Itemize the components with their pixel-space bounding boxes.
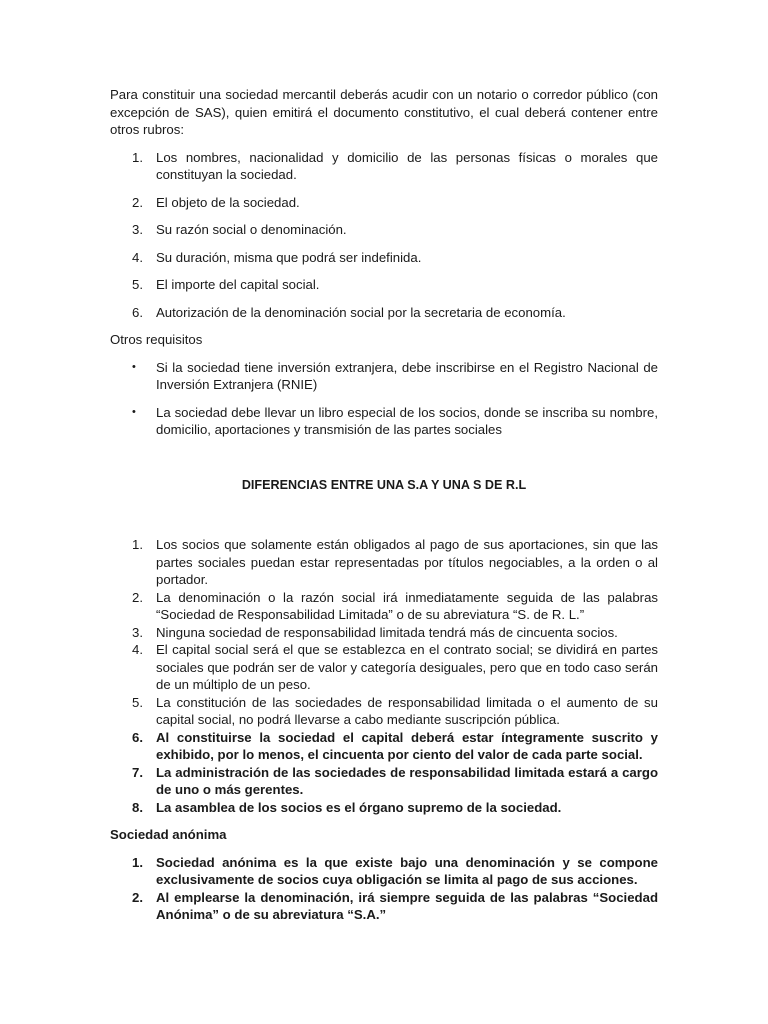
list-number: 5. (132, 277, 143, 292)
list-item-text: Al constituirse la sociedad el capital deberá estar íntegramente suscrito y exhibido, por lo menos, el cincuenta por ciento del valor de cada parte social. (156, 729, 658, 762)
list-number: 6. (132, 729, 143, 745)
list-item-text: La administración de las sociedades de responsabilidad limitada estará a cargo de uno o más gerentes. (156, 764, 658, 797)
diferencias-heading: DIFERENCIAS ENTRE UNA S.A Y UNA S DE R.L (241, 477, 527, 492)
list-number: 1. (132, 854, 143, 870)
document-page (110, 86, 658, 924)
list-item (110, 641, 658, 694)
list-number: 3. (132, 624, 143, 640)
list-item-text: La sociedad debe llevar un libro especial de los socios, donde se inscriba su nombre, domicilio, aportaciones y transmisión de las partes sociales (156, 404, 658, 437)
intro-paragraph: Para constituir una sociedad mercantil deberás acudir con un notario o corredor público (con excepción de SAS), quien emitirá el documento constitutivo, el cual deberá contener entre otros rubros: (110, 87, 658, 137)
list-item-text: El capital social será el que se establezca en el contrato social; se dividirá en partes sociales que podrán ser de valor y categoría desiguales, pero que en todo caso serán de un múltiplo de un peso. (156, 642, 658, 692)
list-number: 7. (132, 764, 143, 780)
otros-requisitos-heading: Otros requisitos (110, 332, 203, 347)
bullet-icon: • (132, 405, 136, 418)
srl-list (110, 536, 658, 816)
list-item (110, 276, 658, 294)
list-item-text: Los socios que solamente están obligados al pago de sus aportaciones, sin que las partes sociales puedan estar representadas por títulos negociables, a la orden o al portador. (156, 537, 658, 587)
list-item (110, 536, 658, 589)
sa-list (110, 854, 658, 924)
list-item-text: El importe del capital social. (156, 277, 320, 292)
list-number: 3. (132, 222, 143, 237)
sociedad-anonima-heading: Sociedad anónima (110, 827, 227, 842)
list-number: 2. (132, 194, 143, 210)
list-number: 2. (132, 889, 143, 905)
list-item-text: Los nombres, nacionalidad y domicilio de las personas físicas o morales que constituyan la sociedad. (156, 149, 658, 182)
list-item (110, 799, 658, 817)
rubros-list (110, 149, 658, 322)
list-item (110, 194, 658, 212)
list-item (110, 624, 658, 642)
list-item-text: Su duración, misma que podrá ser indefinida. (156, 249, 422, 265)
list-item (110, 221, 658, 239)
list-number: 8. (132, 799, 143, 815)
list-item (110, 589, 658, 624)
list-item-text: Su razón social o denominación. (156, 222, 347, 237)
list-item-text: La asamblea de los socios es el órgano supremo de la sociedad. (156, 799, 562, 815)
bullet-icon: • (132, 360, 136, 373)
list-item (110, 359, 658, 394)
list-item (110, 694, 658, 729)
list-item (110, 304, 658, 322)
list-item-text: La constitución de las sociedades de responsabilidad limitada o el aumento de su capital social, no podrá llevarse a cabo mediante suscripción pública. (156, 694, 658, 727)
list-item-text: Autorización de la denominación social por la secretaria de economía. (156, 304, 566, 320)
list-item (110, 249, 658, 267)
list-item (110, 729, 658, 764)
list-number: 4. (132, 642, 143, 657)
list-item-text: La denominación o la razón social irá inmediatamente seguida de las palabras “Sociedad de Responsabilidad Limitada” o de su abreviatura “S. de R. L.” (156, 589, 658, 622)
list-number: 1. (132, 149, 143, 165)
list-item (110, 764, 658, 799)
list-number: 4. (132, 249, 143, 265)
list-item (110, 889, 658, 924)
list-item-text: Sociedad anónima es la que existe bajo una denominación y se compone exclusivamente de socios cuya obligación se limita al pago de sus acciones. (156, 854, 658, 887)
otros-requisitos-list (110, 359, 658, 439)
list-item (110, 404, 658, 439)
list-item (110, 854, 658, 889)
list-number: 2. (132, 589, 143, 605)
list-item-text: Ninguna sociedad de responsabilidad limitada tendrá más de cincuenta socios. (156, 624, 618, 640)
list-item-text: El objeto de la sociedad. (156, 194, 300, 210)
list-number: 1. (132, 537, 143, 552)
list-number: 5. (132, 694, 143, 710)
list-item-text: Al emplearse la denominación, irá siempre seguida de las palabras “Sociedad Anónima” o de su abreviatura “S.A.” (156, 889, 658, 922)
list-item-text: Si la sociedad tiene inversión extranjera, debe inscribirse en el Registro Nacional de Inversión Extranjera (RNIE) (156, 359, 658, 392)
list-number: 6. (132, 304, 143, 320)
list-item (110, 149, 658, 184)
